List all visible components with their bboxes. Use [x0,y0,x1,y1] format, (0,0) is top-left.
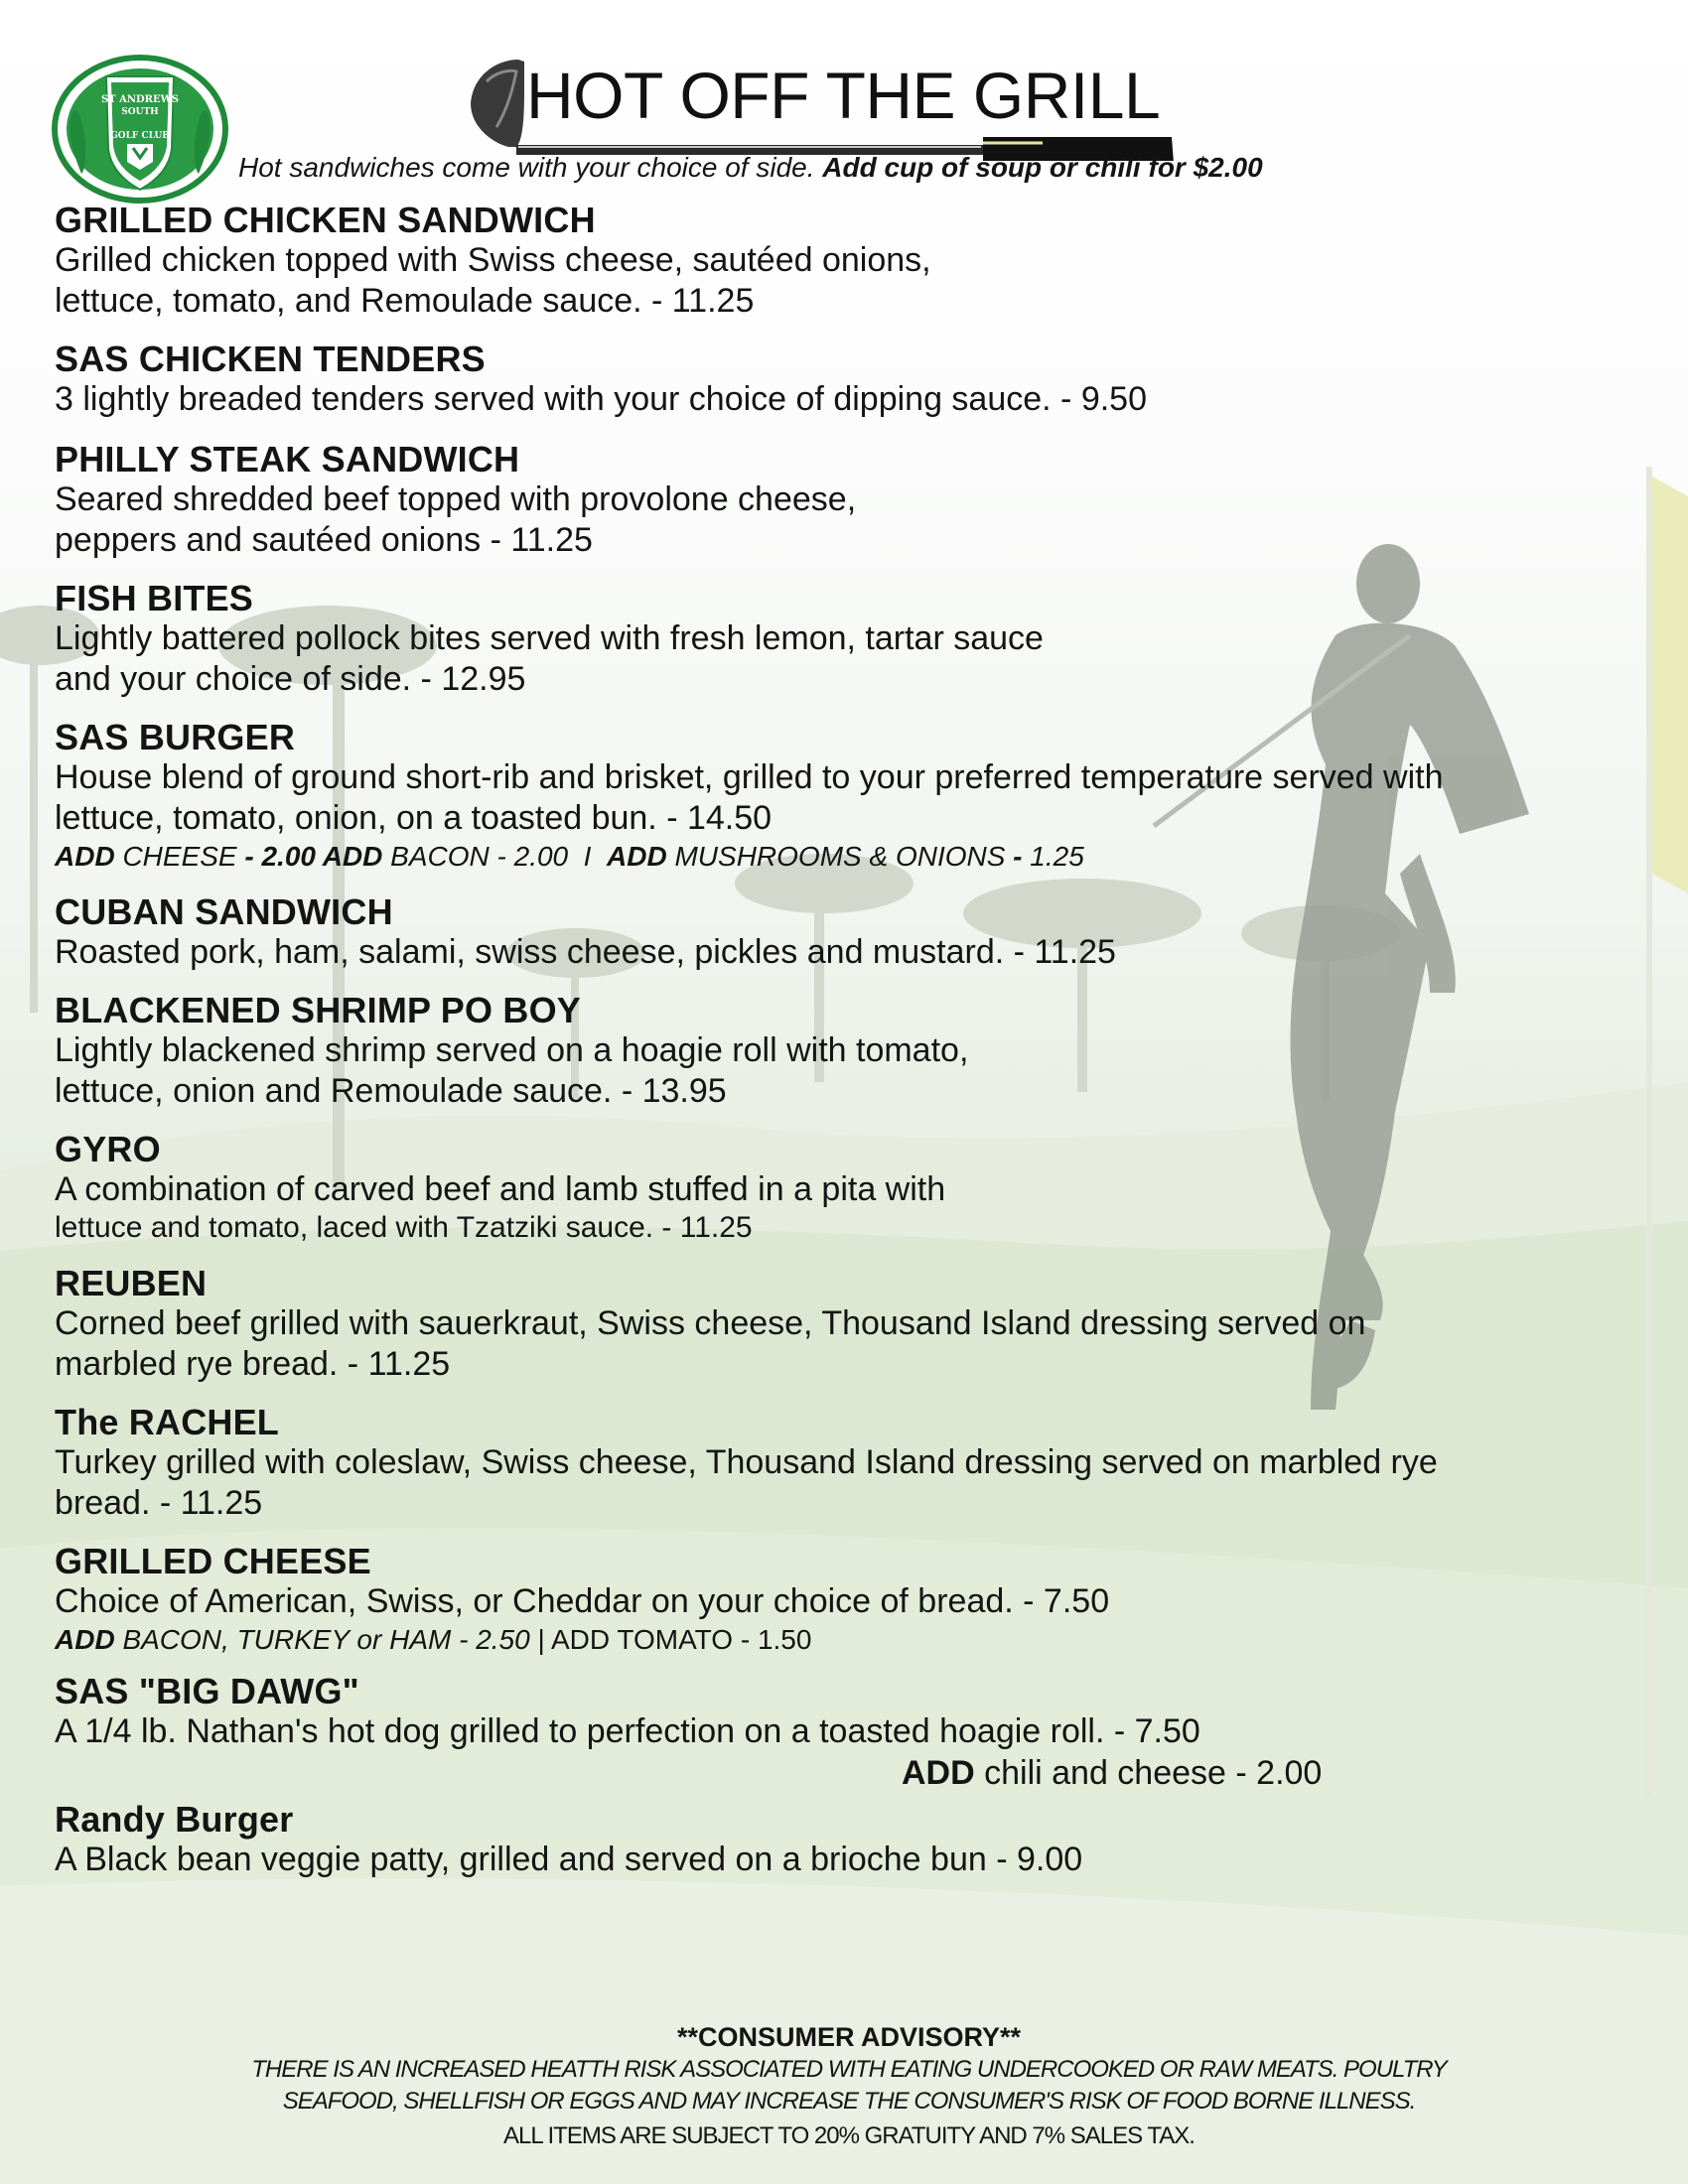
item-name: PHILLY STEAK SANDWICH [55,439,520,479]
menu-item-randy-burger [55,1800,1663,1880]
item-description: 3 lightly breaded tenders served with your choice of dipping sauce. - 9.50 [55,380,1147,418]
item-name: GRILLED CHEESE [55,1541,371,1581]
item-name: BLACKENED SHRIMP PO BOY [55,990,581,1030]
addon-keyword: - [1013,841,1023,872]
addon-keyword: ADD [55,1624,115,1655]
addon-keyword: ADD [902,1754,975,1792]
item-description: lettuce, tomato, and Remoulade sauce. - 11.25 [55,282,755,320]
item-description: and your choice of side. - 12.95 [55,660,526,698]
addon-text: 1.25 [1022,841,1084,872]
item-description: Roasted pork, ham, salami, swiss cheese, pickles and mustard. - 11.25 [55,933,1116,971]
item-description: Choice of American, Swiss, or Cheddar on your choice of bread. - 7.50 [55,1582,1110,1620]
item-description: House blend of ground short-rib and brisket, grilled to your preferred temperature served with [55,758,1444,796]
subtitle-plain: Hot sandwiches come with your choice of side. [238,152,815,183]
item-description: marbled rye bread. - 11.25 [55,1345,451,1383]
item-name: Randy Burger [55,1799,294,1840]
addon-text: chili and cheese - 2.00 [974,1754,1323,1792]
item-description: A combination of carved beef and lamb stuffed in a pita with [55,1170,946,1208]
addon-text: | ADD TOMATO - 1.50 [537,1624,812,1655]
item-description: Lightly blackened shrimp served on a hoagie roll with tomato, [55,1031,969,1069]
logo-text-line3: GOLF CLUB [110,131,170,141]
subtitle-bold: Add cup of soup or chili for $2.00 [822,152,1263,183]
menu-item-rachel [55,1403,1663,1524]
addon-text: BACON - 2.00 I [382,841,608,872]
menu-item-philly-steak [55,440,1663,561]
item-description: Seared shredded beef topped with provolone cheese, [55,480,857,518]
item-name: The RACHEL [55,1402,279,1442]
item-description: bread. - 11.25 [55,1484,263,1522]
menu-item-big-dawg [55,1672,1663,1794]
addon-text: MUSHROOMS & ONIONS [666,841,1014,872]
item-description: Grilled chicken topped with Swiss cheese, sautéed onions, [55,241,931,279]
menu-item-shrimp-po-boy [55,991,1663,1112]
menu-list [55,201,1663,1880]
menu-item-grilled-cheese [55,1542,1663,1658]
tax-notice: ALL ITEMS ARE SUBJECT TO 20% GRATUITY AND 7% SALES TAX. [503,2122,1195,2149]
item-name: SAS BURGER [55,717,296,757]
item-addons [55,839,1663,875]
item-name: GYRO [55,1129,161,1169]
item-description: Lightly battered pollock bites served with fresh lemon, tartar sauce [55,619,1044,657]
item-name: SAS CHICKEN TENDERS [55,339,486,379]
item-description: A Black bean veggie patty, grilled and served on a brioche bun - 9.00 [55,1841,1083,1878]
item-description: A 1/4 lb. Nathan's hot dog grilled to perfection on a toasted hoagie roll. - 7.50 [55,1712,1200,1750]
st-andrews-golf-club-logo [52,55,228,204]
logo-text-line1: ST ANDREWS [100,94,180,105]
addon-keyword: - 2.00 ADD [244,841,383,872]
item-description: lettuce, tomato, onion, on a toasted bun. - 14.50 [55,799,773,837]
item-description: Turkey grilled with coleslaw, Swiss cheese, Thousand Island dressing served on marbled rye [55,1443,1438,1481]
menu-item-fish-bites [55,579,1663,700]
menu-item-grilled-chicken [55,201,1663,322]
menu-item-cuban-sandwich [55,892,1663,973]
menu-item-chicken-tenders [55,340,1663,420]
item-name: REUBEN [55,1263,208,1303]
consumer-advisory [79,2020,1618,2153]
title-banner [467,52,1182,161]
advisory-line: SEAFOOD, SHELLFISH OR EGGS AND MAY INCREASE THE CONSUMER'S RISK OF FOOD BORNE ILLNESS. [282,2088,1416,2115]
item-description: lettuce and tomato, laced with Tzatziki sauce. - 11.25 [55,1211,753,1244]
subtitle [238,151,1263,185]
addon-text: CHEESE [114,841,245,872]
item-name: SAS "BIG DAWG" [55,1671,359,1711]
item-description: peppers and sautéed onions - 11.25 [55,521,593,559]
menu-item-gyro [55,1130,1663,1246]
advisory-line: THERE IS AN INCREASED HEATTH RISK ASSOCIATED WITH EATING UNDERCOOKED OR RAW MEATS. POULTRY [251,2056,1447,2083]
addon-keyword: ADD [55,841,115,872]
item-addons [55,1622,1663,1658]
advisory-title: **CONSUMER ADVISORY** [676,2022,1022,2052]
addon-text: BACON, TURKEY or HAM - 2.50 [114,1624,538,1655]
item-name: GRILLED CHICKEN SANDWICH [55,200,596,240]
page-title: HOT OFF THE GRILL [526,59,1161,132]
item-addons [902,1752,1663,1794]
item-name: CUBAN SANDWICH [55,891,393,932]
menu-item-reuben [55,1264,1663,1385]
item-description: Corned beef grilled with sauerkraut, Swiss cheese, Thousand Island dressing served on [55,1304,1366,1342]
item-description: lettuce, onion and Remoulade sauce. - 13.95 [55,1072,727,1110]
item-name: FISH BITES [55,578,254,618]
addon-keyword: ADD [607,841,667,872]
logo-text-line2: SOUTH [121,107,159,117]
menu-item-sas-burger [55,718,1663,875]
